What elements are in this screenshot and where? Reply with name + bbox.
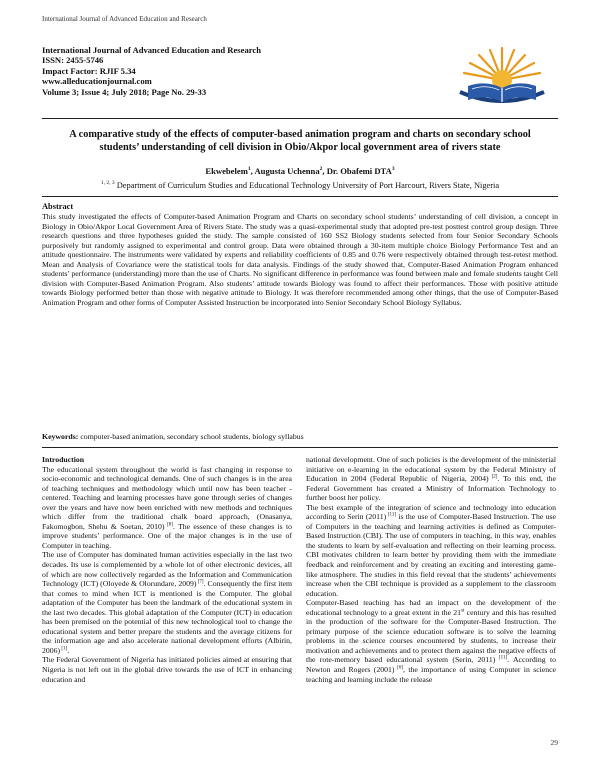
book-sunburst-logo-icon (446, 42, 558, 120)
keywords-text: computer-based animation, secondary school students, biology syllabus (78, 432, 304, 441)
header-rule (42, 118, 558, 119)
paragraph (42, 550, 292, 655)
journal-name: International Journal of Advanced Education and Research (42, 45, 262, 55)
text-run: . To this end, the Federal Government has created a Ministry of Information Technology to further boost her policy. (306, 474, 556, 503)
paper-title: A comparative study of the effects of computer-based animation program and charts on secondary school students’ understanding of cell division in Obio/Akpor local government area of rivers state (69, 129, 531, 154)
paragraph (306, 503, 556, 598)
body-top-rule (42, 447, 558, 448)
page-number: 29 (550, 738, 558, 747)
text-run: . Consequently the first item that comes to mind when ICT is mentioned is the Computer. The global adaptation of the Computer has been the landmark of the educational system in the last two decades. This global adaptation of the Computer (ICT) in education has been premised on the potential of this new technological tool to change the educational system and better prepare the students and the average citizens for the information age and also accelerate national development efforts (Albirin, 2006) (42, 579, 292, 655)
author-1-sup: 1 (247, 166, 251, 173)
author-3: Dr. Obafemi DTA (326, 166, 392, 176)
author-2: Augusta Uchenna (254, 166, 320, 176)
issn: ISSN: 2455-5746 (42, 55, 104, 66)
text-run: . (67, 645, 70, 655)
text-run: . The essence of these changes is to improve students’ performance. One of the major changes is in the use of Computer in teaching. (42, 521, 292, 550)
text-run: is the use of Computer-Based Instruction. The use of Computers in the teaching and learning activities is defined as Computer-Based Instruction (CBI). The use of computers in teaching, in this way, enables the students to learn by self-evaluation and reflecting on their learning process. CBI motivates children to learn better by providing them with the immediate feedback and reinforcement and by creating an exciting and interesting game-like atmosphere. The studies in this field reveal that the students’ achievements increase when the CBI technique is provided as a supplement to the classroom education. (306, 512, 556, 598)
affiliation-text: Department of Curriculum Studies and Educational Technology University of Port Harcourt, Rivers State, Nigeria (114, 180, 500, 190)
citation-ref: [11] (495, 655, 508, 661)
abstract-heading: Abstract (42, 202, 74, 211)
text-run: The use of Computer has dominated human activities especially in the last two decades. Its use is complemented by a whole lot of other electronic devices, all of which are now collectively regarded as the Information and Communication Technology (ICT) (Oloyede & Olorundare, 2009) (42, 550, 292, 589)
right-column (306, 455, 556, 684)
author-1: Ekwebelem (205, 166, 248, 176)
abstract-text: This study investigated the effects of Computer-based Animation Program and Charts on secondary school students’ understanding of cell division, a concept in Biology in Obio/Akpor Local Government Area of Rivers State. The study was a quasi-experimental study that adopted pre-test posttest control group design. Three research questions and three hypotheses guided the study. The sample consisted of 160 SS2 Biology students selected from four Senior Secondary Schools purposively but randomly assigned to experimental and control group. Data were obtained through a 30-item multiple choice Biology Performance Test and an attitude questionnaire. The instruments were validated by experts and reliability coefficients of 0.85 and 0.76 were respectively obtained through test-retest method. Mean and Analysis of Covariance were the statistical tools for data analysis. Findings of the study showed that, Computer-Based Animation Program enhanced students’ performance (understanding) more than the use of Charts. No significant difference in performance was found between male and female students taught Cell division with Computer-Based Animation Program. Also students’ attitude towards Biology was found to affect their performances. Those with positive attitude towards Biology performed better than those with negative attitude to Biology. It was therefore recommended among other things, that the use of Computer-Based Animation Program and other forms of Computer Assisted Instruction be incorporated into Senior Secondary School Biology Syllabus. (42, 212, 558, 307)
journal-masthead (42, 45, 261, 97)
ordinal-sup: st (461, 608, 465, 614)
citation-ref: [6] (394, 665, 404, 671)
citation-ref: [7] (196, 579, 204, 585)
paragraph (306, 455, 556, 503)
text-run: The educational system throughout the world is fast changing in response to socio-economic and technological demands. One of such changes is in the area of teaching techniques and methodology which until now has been teacher - centered. Teaching and learning processes have gone through series of changes over the years and have now been enriched with new methods and techniques which differ from the traditional chalk board approach, (Onasanya, Fakomogbon, Shehu & Soetan, 2010) (42, 464, 292, 531)
section-heading-introduction: Introduction (42, 455, 85, 464)
paragraph (42, 465, 292, 551)
text-run: , the importance of using Computer in science teaching and learning include the release (306, 665, 556, 684)
text-run: national development. One of such policies is the development of the ministerial initiative on e-learning in the educational system by the Federal Ministry of Education in 2004 (Federal Republic of Nigeria, 2004) (306, 455, 556, 484)
text-run: Computer-Based teaching has had an impact on the development of the educational technology to a great extent in the 21 (306, 598, 556, 617)
author-2-sup: 2 (319, 166, 323, 173)
paragraph (306, 598, 556, 684)
text-run: century and this has resulted in the production of the software for the Computer-Based Instruction. The primary purpose of the science education software is to solve the learning problems in the science courses encountered by students, to increase their motivation and achievements and to protect them against the negative effects of the rote-memory based educational system (Serin, 2011) (306, 607, 556, 665)
text-run: . According to Newton and Rogers (2001) (306, 655, 556, 675)
journal-website[interactable]: www.alleducationjournal.com (42, 76, 152, 87)
text-run: The best example of the integration of science and technology into education according to Serin (2011) (306, 502, 556, 522)
author-3-sup: 3 (391, 166, 395, 173)
issue-info: Volume 3; Issue 4; July 2018; Page No. 29-33 (42, 86, 207, 97)
left-column (42, 455, 292, 684)
keywords (42, 432, 558, 441)
citation-ref: [1] (60, 646, 68, 652)
impact-factor: Impact Factor: RJIF 5.34 (42, 65, 136, 76)
citation-ref: [8] (164, 522, 173, 528)
keywords-label: Keywords: (42, 432, 79, 441)
affiliation (42, 180, 558, 190)
citation-ref: [11] (386, 512, 396, 518)
paragraph: The Federal Government of Nigeria has initiated policies aimed at ensuring that Nigeria is not left out in the global drive towards the use of ICT in enhancing education and (42, 655, 292, 684)
author-line: Ekwebelem$^1$, Augusta Uchenna$^2$, Dr. Obafemi DTA$^3$ (205, 166, 395, 176)
running-header: International Journal of Advanced Education and Research (42, 15, 207, 23)
citation-ref: [2] (488, 474, 498, 480)
affiliation-sup: 1, 2, 3 (100, 180, 115, 186)
abstract-top-rule (42, 196, 558, 197)
